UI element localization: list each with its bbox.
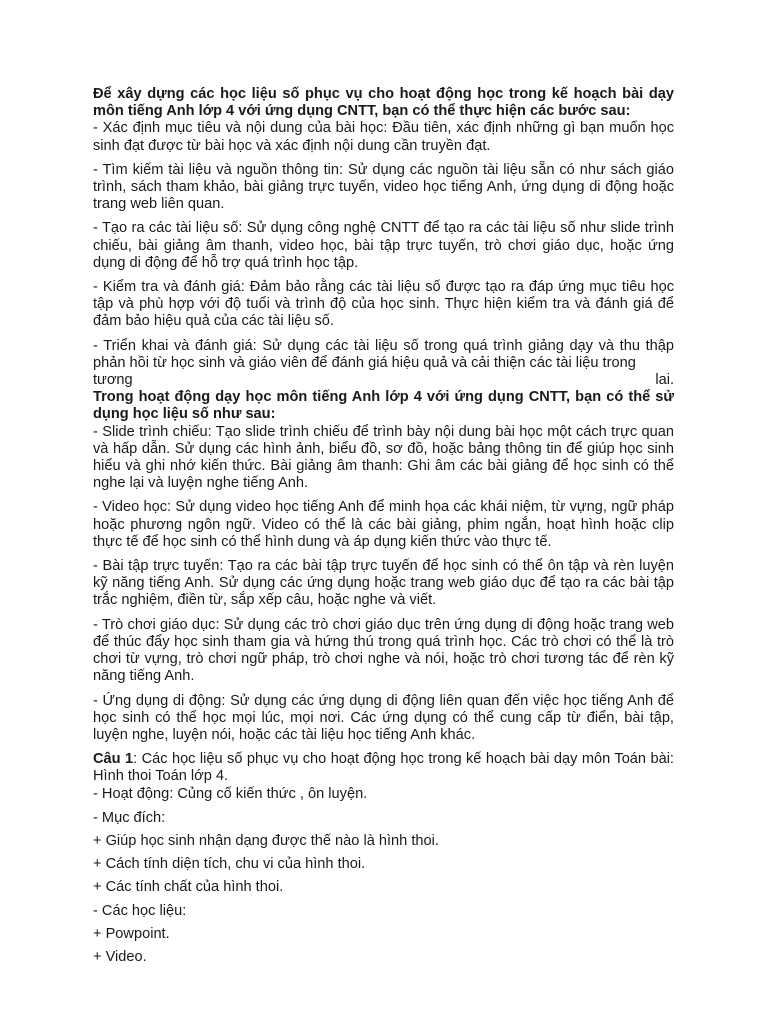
step-5-tail bbox=[93, 372, 674, 389]
use-games: - Trò chơi giáo dục: Sử dụng các trò chơi giáo dục trên ứng dụng di động hoặc trang web để thúc đẩy học sinh tham gia và hứng thú trong quá trình học. Các trò chơi có thể là trò chơi từ vựng, trò chơi ngữ pháp, trò chơi nghe và nói, hoặc trò chơi tương tác để rèn kỹ năng tiếng Anh. bbox=[93, 616, 674, 685]
question-1-activity: - Hoạt động: Củng cố kiến thức , ôn luyện. bbox=[93, 785, 368, 802]
list-item: - Các học liệu: bbox=[93, 902, 187, 919]
list-item: + Cách tính diện tích, chu vi của hình thoi. bbox=[93, 856, 366, 873]
list-item: + Giúp học sinh nhận dạng được thế nào là hình thoi. bbox=[93, 832, 439, 849]
step-4: - Kiểm tra và đánh giá: Đảm bảo rằng các tài liệu số được tạo ra đáp ứng mục tiêu học tập và phù hợp với độ tuổi và trình độ của học sinh. Thực hiện kiểm tra và đánh giá để đảm bảo hiệu quả của các tài liệu số. bbox=[93, 279, 674, 330]
use-mobile-apps: - Ứng dụng di động: Sử dụng các ứng dụng di động liên quan đến việc học tiếng Anh để học sinh có thể học mọi lúc, mọi nơi. Các ứng dụng có thể cung cấp từ điển, bài tập, luyện nghe, luyện nói, hoặc các tài liệu học tiếng Anh khác. bbox=[93, 692, 674, 743]
step-3: - Tạo ra các tài liệu số: Sử dụng công nghệ CNTT để tạo ra các tài liệu số như slide trình chiếu, bài giảng âm thanh, video học, bài tập trực tuyến, trò chơi giáo dục, hoặc ứng dụng di động để hỗ trợ quá trình học tập. bbox=[93, 220, 674, 271]
heading-steps: Để xây dựng các học liệu số phục vụ cho hoạt động học trong kế hoạch bài dạy môn tiếng Anh lớp 4 với ứng dụng CNTT, bạn có thể thực hiện các bước sau: bbox=[93, 86, 674, 120]
step-5-tail-right: lai. bbox=[655, 372, 674, 389]
step-2: - Tìm kiếm tài liệu và nguồn thông tin: Sử dụng các nguồn tài liệu sẵn có như sách giáo trình, sách tham khảo, bài giảng trực tuyến, video học tiếng Anh, ứng dụng di động hoặc trang web liên quan. bbox=[93, 161, 674, 213]
use-video: - Video học: Sử dụng video học tiếng Anh để minh họa các khái niệm, từ vựng, ngữ pháp hoặc phương ngôn ngữ. Video có thể là các bài giảng, phim ngắn, hoạt hình hoặc clip thực tế để học sinh có thể hình dung và áp dụng kiến thức vào thực tế. bbox=[93, 499, 674, 550]
step-5-text: - Triển khai và đánh giá: Sử dụng các tài liệu số trong quá trình giảng dạy và thu thập phản hồi từ học sinh và giáo viên để đánh giá hiệu quả và cải thiện các tài liệu trong bbox=[93, 337, 674, 371]
use-slides: - Slide trình chiếu: Tạo slide trình chiếu để trình bày nội dung bài học một cách trực quan và hấp dẫn. Sử dụng các hình ảnh, biểu đồ, sơ đồ, hoặc bảng thông tin để giúp học sinh hiểu và ghi nhớ kiến thức. Bài giảng âm thanh: Ghi âm các bài giảng để học sinh có thể nghe lại và luyện nghe tiếng Anh. bbox=[93, 423, 674, 492]
question-1-list bbox=[93, 810, 674, 966]
list-item: + Powpoint. bbox=[93, 925, 170, 942]
list-item: - Mục đích: bbox=[93, 809, 166, 826]
question-1-text: : Các học liệu số phục vụ cho hoạt động học trong kế hoạch bài dạy môn Toán bài: Hình thoi Toán lớp 4. bbox=[93, 751, 674, 785]
step-5 bbox=[93, 338, 674, 390]
use-online-exercises: - Bài tập trực tuyến: Tạo ra các bài tập trực tuyến để học sinh có thể ôn tập và rèn luyện kỹ năng tiếng Anh. Sử dụng các ứng dụng hoặc trang web giáo dục để tạo ra các bài tập trắc nghiệm, điền từ, sắp xếp câu, hoặc nghe và viết. bbox=[93, 558, 674, 609]
list-item: + Video. bbox=[93, 948, 147, 965]
list-item: + Các tính chất của hình thoi. bbox=[93, 879, 284, 896]
question-1 bbox=[93, 751, 674, 785]
step-1: - Xác định mục tiêu và nội dung của bài học: Đầu tiên, xác định những gì bạn muốn học sinh đạt được từ bài học và xác định nội dung cần truyền đạt. bbox=[93, 120, 674, 154]
question-1-label: Câu 1 bbox=[93, 751, 134, 768]
step-5-tail-left: tương bbox=[93, 372, 133, 389]
heading-uses: Trong hoạt động dạy học môn tiếng Anh lớp 4 với ứng dụng CNTT, bạn có thể sử dụng học liệu số như sau: bbox=[93, 389, 674, 423]
